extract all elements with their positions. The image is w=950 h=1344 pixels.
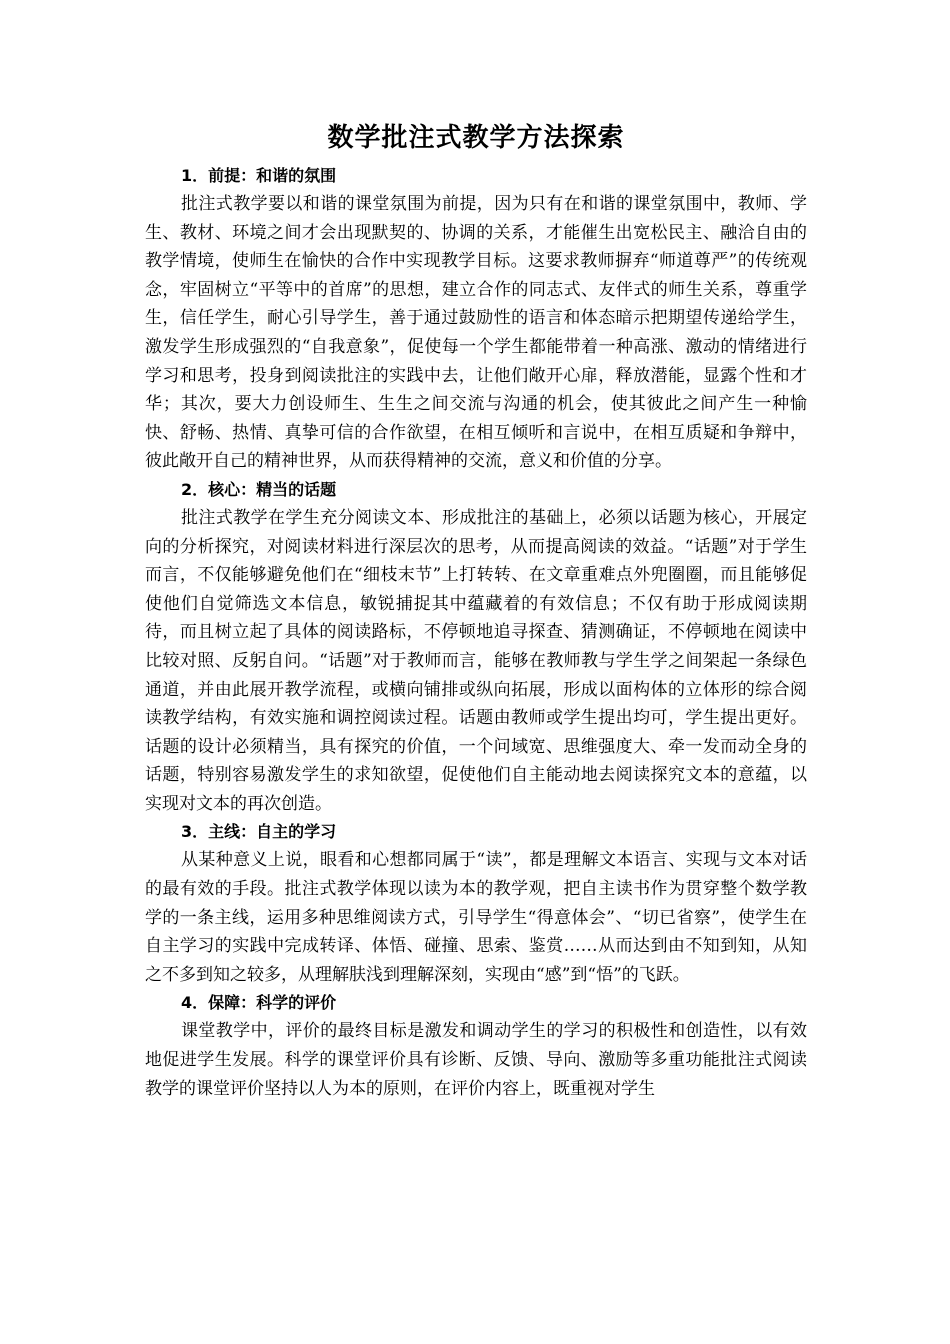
section-guarantee <box>145 989 807 1103</box>
section-heading: 3．主线：自主的学习 <box>181 822 337 842</box>
section-core <box>145 476 807 819</box>
section-paragraph: 批注式教学要以和谐的课堂氛围为前提，因为只有在和谐的课堂氛围中，教师、学生、教材、环境之间才会出现默契的、协调的关系，才能催生出宽松民主、融洽自由的教学情境，使师生在愉快的合作中实现教学目标。这要求教师摒弃“师道尊严”的传统观念，牢固树立“平等中的首席”的思想，建立合作的同志式、友伴式的师生关系，尊重学生，信任学生，耐心引导学生，善于通过鼓励性的语言和体态暗示把期望传递给学生，激发学生形成强烈的“自我意象”，促使每一个学生都能带着一种高涨、激动的情绪进行学习和思考，投身到阅读批注的实践中去，让他们敞开心扉，释放潜能，显露个性和才华；其次，要大力创设师生、生生之间交流与沟通的机会，使其彼此之间产生一种愉快、舒畅、热情、真挚可信的合作欲望，在相互倾听和言说中，在相互质疑和争辩中，彼此敞开自己的精神世界，从而获得精神的交流，意义和价值的分享。 <box>145 194 807 472</box>
section-paragraph: 课堂教学中，评价的最终目标是激发和调动学生的学习的积极性和创造性，以有效地促进学生发展。科学的课堂评价具有诊断、反馈、导向、激励等多重功能批注式阅读教学的课堂评价坚持以人为本的原则，在评价内容上，既重视对学生 <box>145 1021 807 1099</box>
section-heading: 4．保障：科学的评价 <box>181 993 337 1013</box>
section-paragraph: 批注式教学在学生充分阅读文本、形成批注的基础上，必须以话题为核心，开展定向的分析探究，对阅读材料进行深层次的思考，从而提高阅读的效益。“话题”对于学生而言，不仅能够避免他们在“细枝末节”上打转转、在文章重难点外兜圈圈，而且能够促使他们自觉筛选文本信息，敏锐捕捉其中蕴藏着的有效信息；不仅有助于形成阅读期待，而且树立起了具体的阅读路标，不停顿地追寻探查、猜测确证，不停顿地在阅读中比较对照、反躬自问。“话题”对于教师而言，能够在教师教与学生学之间架起一条绿色通道，并由此展开教学流程，或横向铺排或纵向拓展，形成以面构体的立体形的综合阅读教学结构，有效实施和调控阅读过程。话题由教师或学生提出均可，学生提出更好。话题的设计必须精当，具有探究的价值，一个问域宽、思维强度大、牵一发而动全身的话题，特别容易激发学生的求知欲望，促使他们自主能动地去阅读探究文本的意蕴，以实现对文本的再次创造。 <box>145 507 807 814</box>
document-title: 数学批注式教学方法探索 <box>327 123 625 153</box>
section-heading: 1．前提：和谐的氛围 <box>181 166 337 185</box>
document-page <box>145 118 807 1103</box>
section-paragraph: 从某种意义上说，眼看和心想都同属于“读”，都是理解文本语言、实现与文本对话的最有效的手段。批注式教学体现以读为本的教学观，把自主读书作为贯穿整个数学教学的一条主线，运用多种思维阅读方式，引导学生“得意体会”、“切已省察”，使学生在自主学习的实践中完成转译、体悟、碰撞、思索、鉴赏……从而达到由不知到知，从知之不多到知之较多，从理解肤浅到理解深刻，实现由“感”到“悟”的飞跃。 <box>145 850 807 985</box>
section-heading: 2．核心：精当的话题 <box>181 479 337 499</box>
section-mainline <box>145 818 807 989</box>
section-premise <box>145 162 807 476</box>
